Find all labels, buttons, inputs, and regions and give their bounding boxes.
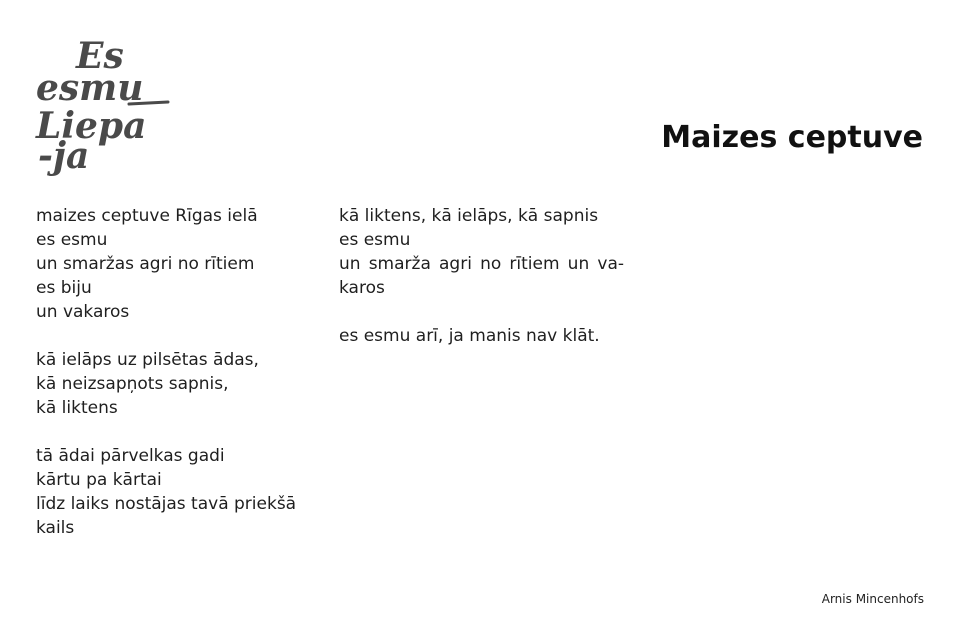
- poem-line: maizes ceptuve Rīgas ielā: [36, 206, 258, 226]
- logo-word-ja: -ja: [38, 135, 90, 177]
- poem-line: un vakaros: [36, 302, 130, 322]
- poem-line: karos: [339, 278, 385, 298]
- logo-lettering: [34, 34, 174, 179]
- poem-line: kā neizsapņots sapnis,: [36, 374, 229, 394]
- poem-stanza: [36, 444, 326, 540]
- poem-stanza: [36, 348, 326, 420]
- poem-line: es esmu: [339, 230, 411, 250]
- poem-line: kārtu pa kārtai: [36, 470, 162, 490]
- logo-underline: [129, 102, 168, 104]
- poem-line: līdz laiks nostājas tavā priekšā: [36, 494, 297, 514]
- author-name: Arnis Mincenhofs: [821, 592, 924, 606]
- poem-line: es biju: [36, 278, 92, 298]
- poem-line: un smarža agri no rītiem un va-: [339, 254, 624, 274]
- poem-line: tā ādai pārvelkas gadi: [36, 446, 225, 466]
- page-title: Maizes ceptuve: [661, 120, 923, 155]
- logo-word-es: Es: [76, 35, 124, 77]
- poem-stanza: [339, 324, 624, 348]
- logo: [34, 34, 174, 179]
- poem-line: es esmu arī, ja manis nav klāt.: [339, 326, 600, 346]
- poem-line: un smaržas agri no rītiem: [36, 254, 255, 274]
- poem-line: kails: [36, 518, 75, 538]
- poem-line: es esmu: [36, 230, 108, 250]
- poem-column-2: [339, 204, 624, 348]
- poem-stanza: [339, 204, 624, 300]
- poem-line: kā liktens: [36, 398, 118, 418]
- poem-line: kā liktens, kā ielāps, kā sapnis: [339, 206, 599, 226]
- logo-word-liepa: Liepa: [36, 105, 147, 147]
- poem-column-1: [36, 204, 326, 540]
- poem-line: kā ielāps uz pilsētas ādas,: [36, 350, 259, 370]
- poem-stanza: [36, 204, 326, 324]
- logo-word-esmu: esmu: [36, 67, 144, 109]
